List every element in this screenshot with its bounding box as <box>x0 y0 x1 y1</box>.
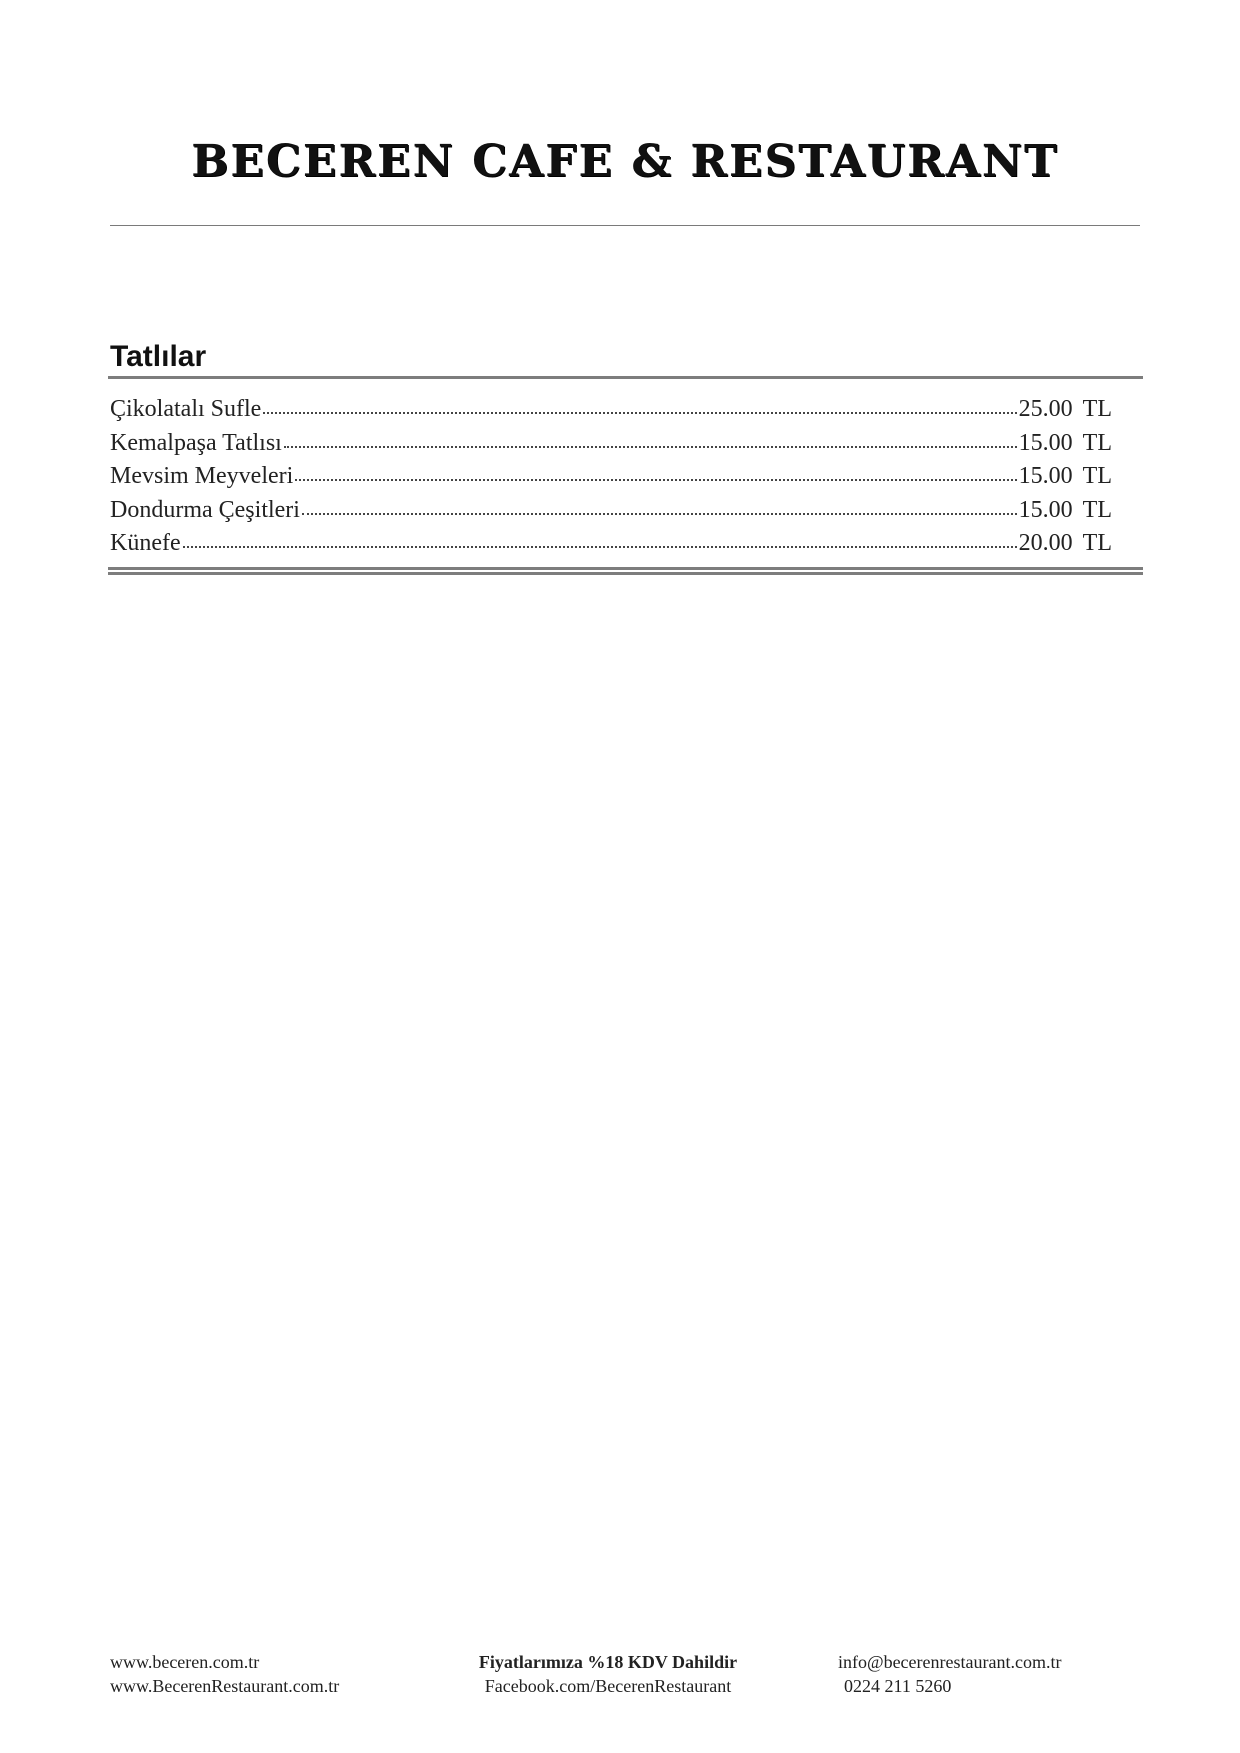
menu-item-price: 15.00 <box>1018 496 1073 523</box>
menu-item-name: Çikolatalı Sufle <box>110 396 262 422</box>
menu-item-price: 15.00 <box>1018 463 1073 489</box>
website-link[interactable]: www.beceren.com.tr <box>110 1652 260 1672</box>
menu-item-currency: TL <box>1082 530 1112 556</box>
dot-leader <box>183 546 1017 548</box>
section-heading: Tatlılar <box>110 340 207 373</box>
dot-leader <box>302 513 1017 515</box>
phone-number: 0224 211 5260 <box>844 1676 952 1696</box>
footer-center <box>458 1650 758 1698</box>
title-divider <box>110 225 1140 226</box>
menu-item-currency: TL <box>1082 429 1112 456</box>
email-link[interactable]: info@becerenrestaurant.com.tr <box>838 1652 1062 1672</box>
menu-item <box>110 430 1112 464</box>
section-top-rule <box>108 376 1143 379</box>
menu-item-name: Künefe <box>110 530 181 556</box>
dot-leader <box>284 446 1017 448</box>
menu-item-price: 20.00 <box>1018 530 1073 556</box>
menu-item-currency: TL <box>1082 396 1112 422</box>
menu-item-name: Mevsim Meyveleri <box>110 463 294 489</box>
dot-leader <box>295 479 1016 481</box>
menu-item-currency: TL <box>1082 463 1112 489</box>
menu-item-price: 15.00 <box>1018 429 1073 456</box>
page-title: BECEREN CAFE & RESTAURANT <box>191 136 1059 187</box>
menu-item-name: Kemalpaşa Tatlısı <box>110 429 282 456</box>
menu-item-name: Dondurma Çeşitleri <box>110 496 300 523</box>
menu-item-price: 25.00 <box>1018 396 1073 422</box>
menu-list <box>110 396 1112 564</box>
menu-item-currency: TL <box>1082 496 1112 523</box>
facebook-link[interactable]: Facebook.com/BecerenRestaurant <box>484 1676 732 1696</box>
menu-item <box>110 497 1112 531</box>
restaurant-website-link[interactable]: www.BecerenRestaurant.com.tr <box>110 1676 340 1696</box>
vat-note: Fiyatlarımıza %18 KDV Dahildir <box>478 1652 738 1672</box>
dot-leader <box>263 412 1016 414</box>
menu-item <box>110 396 1112 430</box>
section-bottom-rule <box>108 567 1143 575</box>
menu-item <box>110 530 1112 564</box>
footer-left <box>110 1650 339 1698</box>
menu-item <box>110 463 1112 497</box>
footer-right <box>838 1650 1061 1698</box>
